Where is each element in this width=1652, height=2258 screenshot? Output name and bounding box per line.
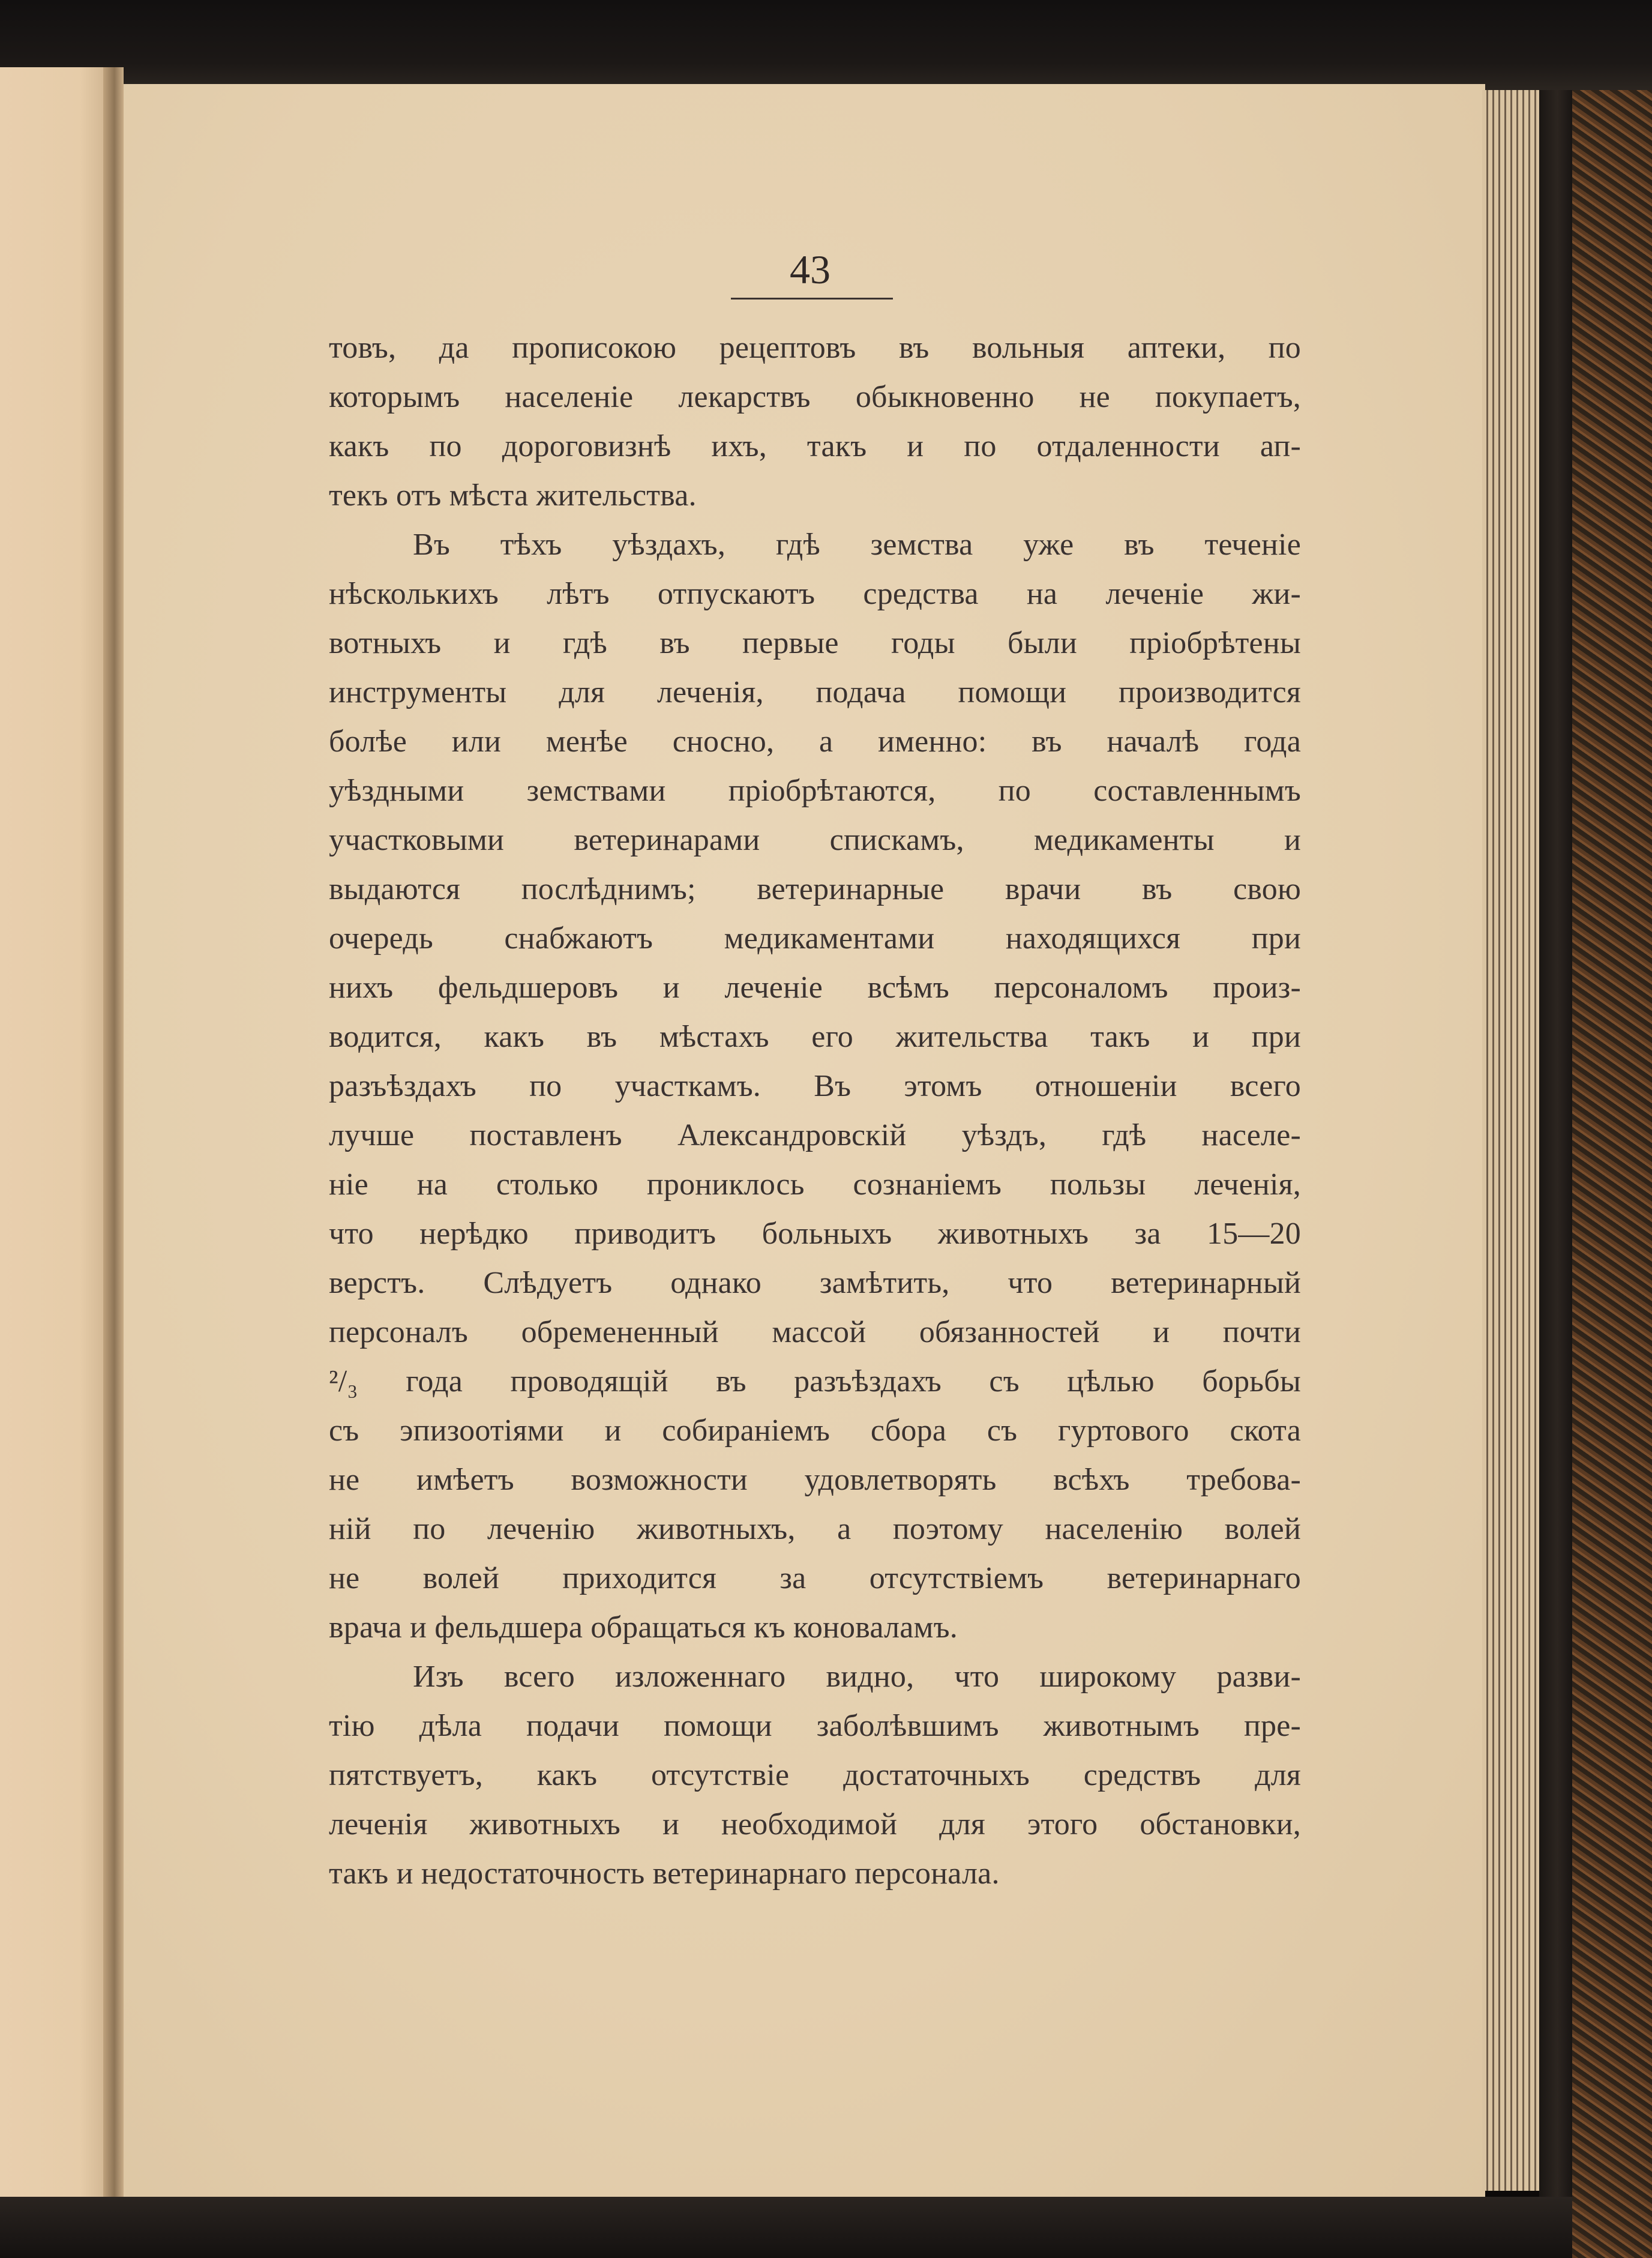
text-line: врача и фельдшера обращаться къ коноваламъ. — [329, 1610, 958, 1645]
text-line: что нерѣдко приводитъ больныхъ животныхъ за 15—20 — [329, 1217, 1301, 1251]
text-line: вотныхъ и гдѣ въ первые годы были пріобрѣтены — [329, 626, 1301, 660]
text-line: выдаются послѣднимъ; ветеринарные врачи въ свою — [329, 872, 1301, 906]
marbled-cover — [1572, 90, 1652, 2258]
page-number: 43 — [790, 247, 831, 292]
page-number-rule — [731, 298, 893, 300]
text-line: тію дѣла подачи помощи заболѣвшимъ животнымъ пре- — [329, 1709, 1301, 1743]
left-page-edge — [0, 67, 114, 2258]
paragraph-start-line: Изъ всего изложеннаго видно, что широкому разви- — [413, 1660, 1301, 1694]
text-line: персоналъ обремененный массой обязанностей и почти — [329, 1315, 1301, 1349]
book-cover-edge — [1539, 90, 1575, 2227]
text-line: которымъ населеніе лекарствъ обыкновенно не покупаетъ, — [329, 380, 1301, 414]
page-stack-edges — [1482, 90, 1542, 2191]
text-line: верстъ. Слѣдуетъ однако замѣтить, что ветеринарный — [329, 1266, 1301, 1300]
text-line: лучше поставленъ Александровскій уѣздъ, гдѣ населе- — [329, 1118, 1301, 1152]
text-line: пятствуетъ, какъ отсутствіе достаточныхъ средствъ для — [329, 1758, 1301, 1792]
text-line: товъ, да прописокою рецептовъ въ вольныя аптеки, по — [329, 331, 1301, 365]
text-line: водится, какъ въ мѣстахъ его жительства такъ и при — [329, 1020, 1301, 1054]
text-line: не волей приходится за отсутствіемъ ветеринарнаго — [329, 1561, 1301, 1595]
text-line: ²/₃ года проводящій въ разъѣздахъ съ цѣлью борьбы — [329, 1364, 1301, 1398]
text-line: какъ по дороговизнѣ ихъ, такъ и по отдаленности ап- — [329, 429, 1301, 463]
text-line: очередь снабжаютъ медикаментами находящихся при — [329, 921, 1301, 956]
text-line: разъѣздахъ по участкамъ. Въ этомъ отношеніи всего — [329, 1069, 1301, 1103]
scan-background-bottom — [0, 2197, 1572, 2258]
paragraph-start-line: Въ тѣхъ уѣздахъ, гдѣ земства уже въ теченіе — [413, 528, 1301, 562]
text-line: нѣсколькихъ лѣтъ отпускаютъ средства на леченіе жи- — [329, 577, 1301, 611]
text-line: ніе на столько прониклось сознаніемъ пользы леченія, — [329, 1167, 1301, 1202]
text-line: такъ и недостаточность ветеринарнаго персонала. — [329, 1856, 1000, 1891]
book-gutter — [103, 67, 124, 2258]
text-line: текъ отъ мѣста жительства. — [329, 478, 697, 513]
text-line: леченія животныхъ и необходимой для этого обстановки, — [329, 1807, 1301, 1841]
text-line: болѣе или менѣе сносно, а именно: въ началѣ года — [329, 724, 1301, 759]
text-line: съ эпизоотіями и собираніемъ сбора съ гуртового скота — [329, 1414, 1301, 1448]
text-line: ній по леченію животныхъ, а поэтому населенію волей — [329, 1512, 1301, 1546]
text-line: участковыми ветеринарами спискамъ, медикаменты и — [329, 823, 1301, 857]
scan-background-top — [0, 0, 1652, 90]
text-line: инструменты для леченія, подача помощи производится — [329, 675, 1301, 709]
text-line: нихъ фельдшеровъ и леченіе всѣмъ персоналомъ произ- — [329, 971, 1301, 1005]
text-line: уѣздными земствами пріобрѣтаются, по составленнымъ — [329, 774, 1301, 808]
text-line: не имѣетъ возможности удовлетворять всѣхъ требова- — [329, 1463, 1301, 1497]
